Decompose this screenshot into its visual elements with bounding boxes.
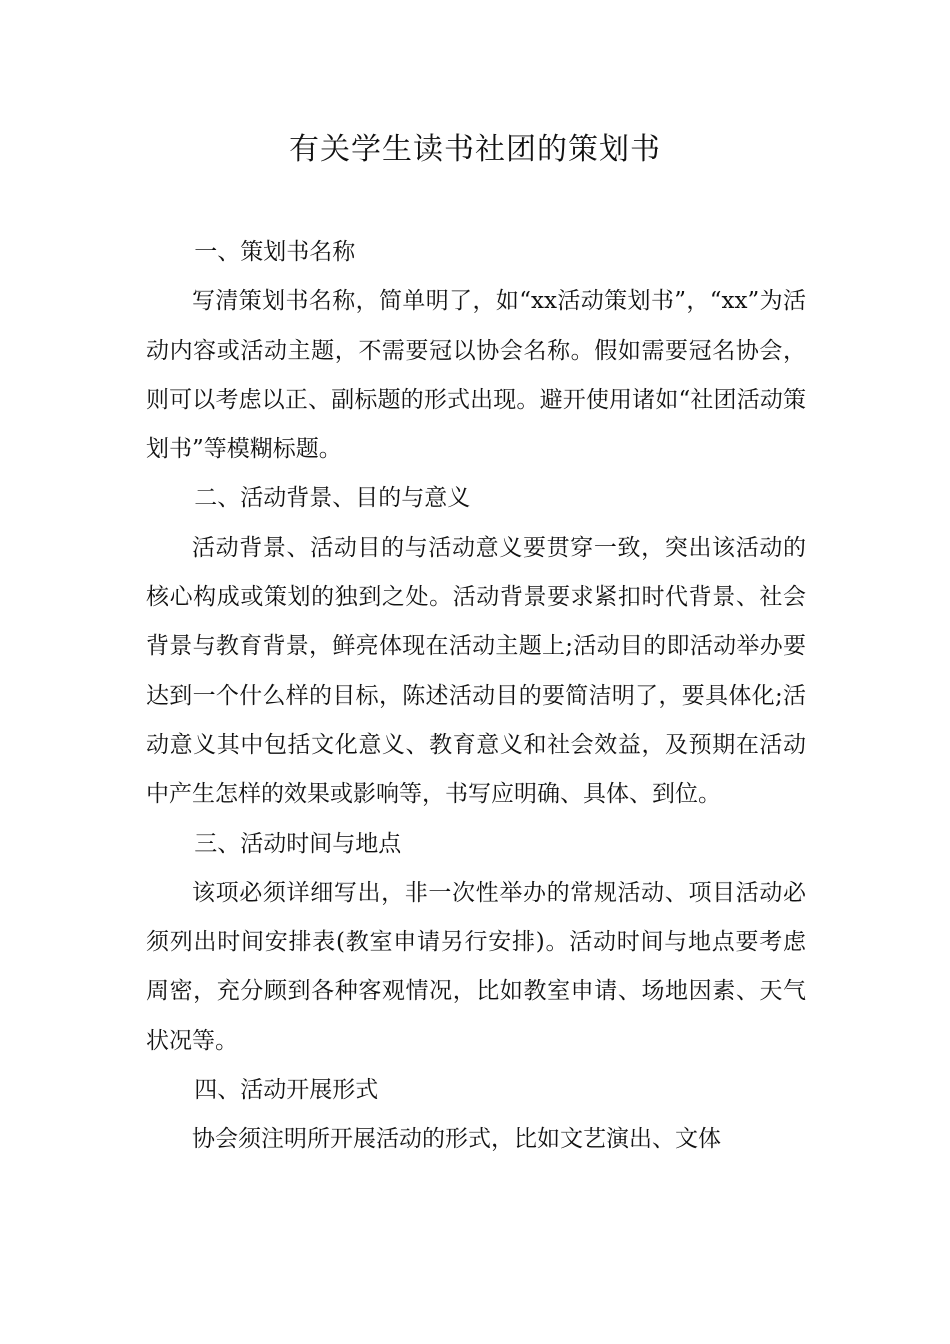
paragraph-4: 协会须注明所开展活动的形式，比如文艺演出、文体 [192,1126,721,1153]
document-title: 有关学生读书社团的策划书 [289,132,661,167]
paragraph-3: 该项必须详细写出，非一次性举办的常规活动、项目活动必须列出时间安排表(教室申请另行安排)。活动时间与地点要考虑周密，充分顾到各种客观情况，比如教室申请、场地因素、天气状况等。 [146,879,806,1054]
section-heading-4: 四、活动开展形式 [194,1077,379,1104]
section-heading-2: 二、活动背景、目的与意义 [194,485,471,512]
paragraph-2: 活动背景、活动目的与活动意义要贯穿一致，突出该活动的核心构成或策划的独到之处。活动背景要求紧扣时代背景、社会背景与教育背景，鲜亮体现在活动主题上;活动目的即活动举办要达到一个什么样的目标，陈述活动目的要简洁明了，要具体化;活动意义其中包括文化意义、教育意义和社会效益，及预期在活动中产生怎样的效果或影响等，书写应明确、具体、到位。 [146,534,806,808]
paragraph-1: 写清策划书名称，简单明了，如“xx活动策划书”，“xx”为活动内容或活动主题，不需要冠以协会名称。假如需要冠名协会，则可以考虑以正、副标题的形式出现。避开使用诸如“社团活动策划书”等模糊标题。 [146,288,806,463]
section-heading-3: 三、活动时间与地点 [194,830,402,857]
section-heading-1: 一、策划书名称 [194,239,356,265]
document-body [146,228,806,1165]
